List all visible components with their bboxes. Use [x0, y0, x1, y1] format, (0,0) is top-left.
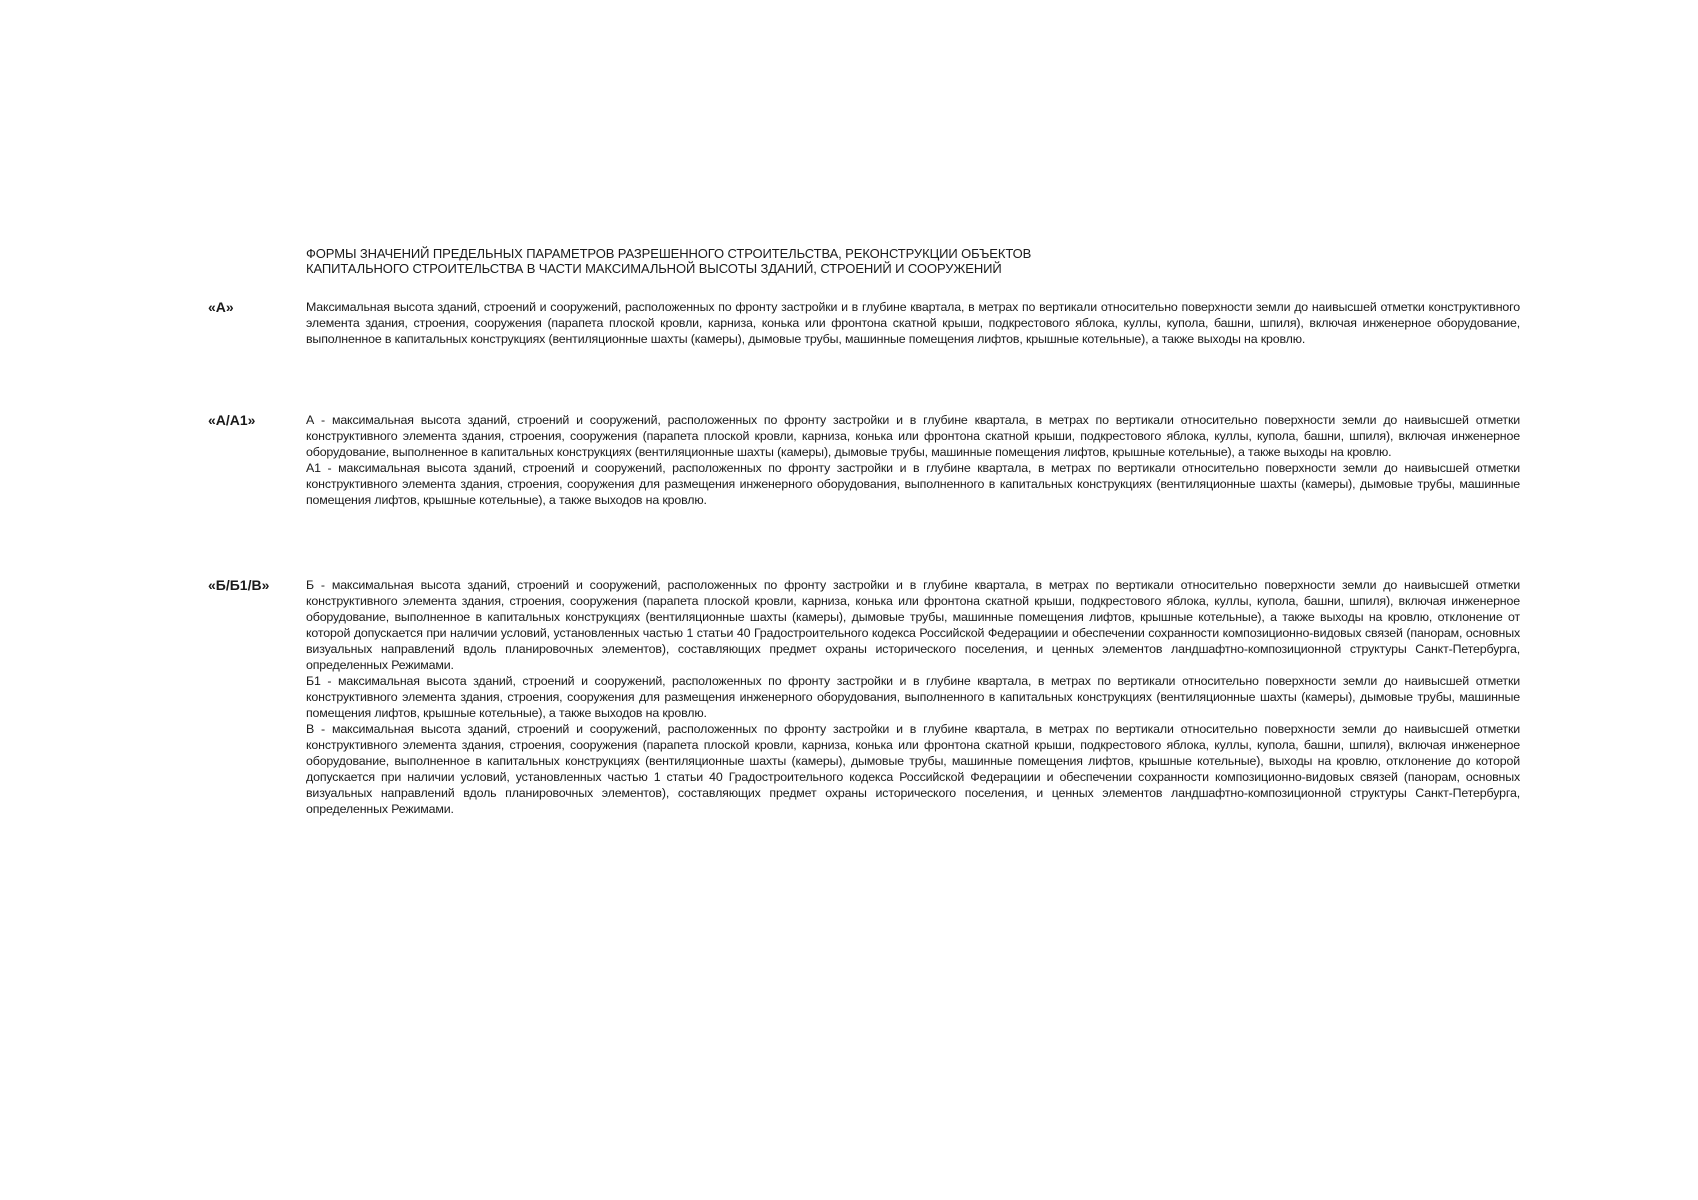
section-paragraph: Максимальная высота зданий, строений и сооружений, расположенных по фронту застройки и в глубине квартала, в метрах по вертикали относительно поверхности земли до наивысшей отметки конструктивного элемента здания, строения, сооружения (парапета плоской кровли, карниза, конька или фронтона скатной крыши, подкрестового яблока, куллы, купола, башни, шпиля), включая инженерное оборудование, выполненное в капитальных конструкциях (вентиляционные шахты (камеры), дымовые трубы, машинные помещения лифтов, крышные котельные), а также выходы на кровлю. — [306, 300, 1520, 346]
section-paragraph: А1 - максимальная высота зданий, строений и сооружений, расположенных по фронту застройки и в глубине квартала, в метрах по вертикали относительно поверхности земли до наивысшей отметки конструктивного элемента здания, строения, сооружения для размещения инженерного оборудования, выполненного в капитальных конструкциях (вентиляционные шахты (камеры), дымовые трубы, машинные помещения лифтов, крышные котельные), а также выходов на кровлю. — [306, 461, 1520, 507]
section-paragraph: А - максимальная высота зданий, строений и сооружений, расположенных по фронту застройки и в глубине квартала, в метрах по вертикали относительно поверхности земли до наивысшей отметки конструктивного элемента здания, строения, сооружения (парапета плоской кровли, карниза, конька или фронтона скатной крыши, подкрестового яблока, куллы, купола, башни, шпиля), включая инженерное оборудование, выполненное в капитальных конструкциях (вентиляционные шахты (камеры), дымовые трубы, машинные помещения лифтов, крышные котельные), а также выходы на кровлю. — [306, 413, 1520, 459]
section-code: «А/А1» — [208, 412, 256, 428]
section-body — [306, 577, 1520, 817]
section-code: «Б/Б1/В» — [208, 577, 270, 593]
section-paragraph: Б1 - максимальная высота зданий, строений и сооружений, расположенных по фронту застройки и в глубине квартала, в метрах по вертикали относительно поверхности земли до наивысшей отметки конструктивного элемента здания, строения, сооружения для размещения инженерного оборудования, выполненного в капитальных конструкциях (вентиляционные шахты (камеры), дымовые трубы, машинные помещения лифтов, крышные котельные), а также выходов на кровлю. — [306, 674, 1520, 720]
section-body — [306, 412, 1520, 508]
title-line-2: КАПИТАЛЬНОГО СТРОИТЕЛЬСТВА В ЧАСТИ МАКСИМАЛЬНОЙ ВЫСОТЫ ЗДАНИЙ, СТРОЕНИЙ И СООРУЖЕНИЙ — [306, 261, 1002, 276]
section-paragraph: Б - максимальная высота зданий, строений и сооружений, расположенных по фронту застройки и в глубине квартала, в метрах по вертикали относительно поверхности земли до наивысшей отметки конструктивного элемента здания, строения, сооружения (парапета плоской кровли, карниза, конька или фронтона скатной крыши, подкрестового яблока, куллы, купола, башни, шпиля), включая инженерное оборудование, выполненное в капитальных конструкциях (вентиляционные шахты (камеры), дымовые трубы, машинные помещения лифтов, крышные котельные), а также выходы на кровлю, отклонение от которой допускается при наличии условий, установленных частью 1 статьи 40 Градостроительного кодекса Российской Федерациии и обеспечении сохранности композиционно-видовых связей (панорам, основных визуальных направлений вдоль планировочных элементов), составляющих предмет охраны исторического поселения, и ценных элементов ландшафтно-композиционной структуры Санкт-Петербурга, определенных Режимами. — [306, 578, 1520, 672]
title-line-1: ФОРМЫ ЗНАЧЕНИЙ ПРЕДЕЛЬНЫХ ПАРАМЕТРОВ РАЗРЕШЕННОГО СТРОИТЕЛЬСТВА, РЕКОНСТРУКЦИИ ОБЪЕКТОВ — [306, 246, 1032, 261]
section-body — [306, 299, 1520, 347]
document-title — [306, 246, 1306, 276]
section-paragraph: В - максимальная высота зданий, строений и сооружений, расположенных по фронту застройки и в глубине квартала, в метрах по вертикали относительно поверхности земли до наивысшей отметки конструктивного элемента здания, строения, сооружения (парапета плоской кровли, карниза, конька или фронтона скатной крыши, подкрестового яблока, куллы, купола, башни, шпиля), включая инженерное оборудование, выполненное в капитальных конструкциях (вентиляционные шахты (камеры), дымовые трубы, машинные помещения лифтов, крышные котельные), выходы на кровлю, отклонение до которой допускается при наличии условий, установленных частью 1 статьи 40 Градостроительного кодекса Российской Федерациии и обеспечении сохранности композиционно-видовых связей (панорам, основных визуальных направлений вдоль планировочных элементов), составляющих предмет охраны исторического поселения, и ценных элементов ландшафтно-композиционной структуры Санкт-Петербурга, определенных Режимами. — [306, 722, 1520, 816]
section-code: «А» — [208, 299, 234, 315]
